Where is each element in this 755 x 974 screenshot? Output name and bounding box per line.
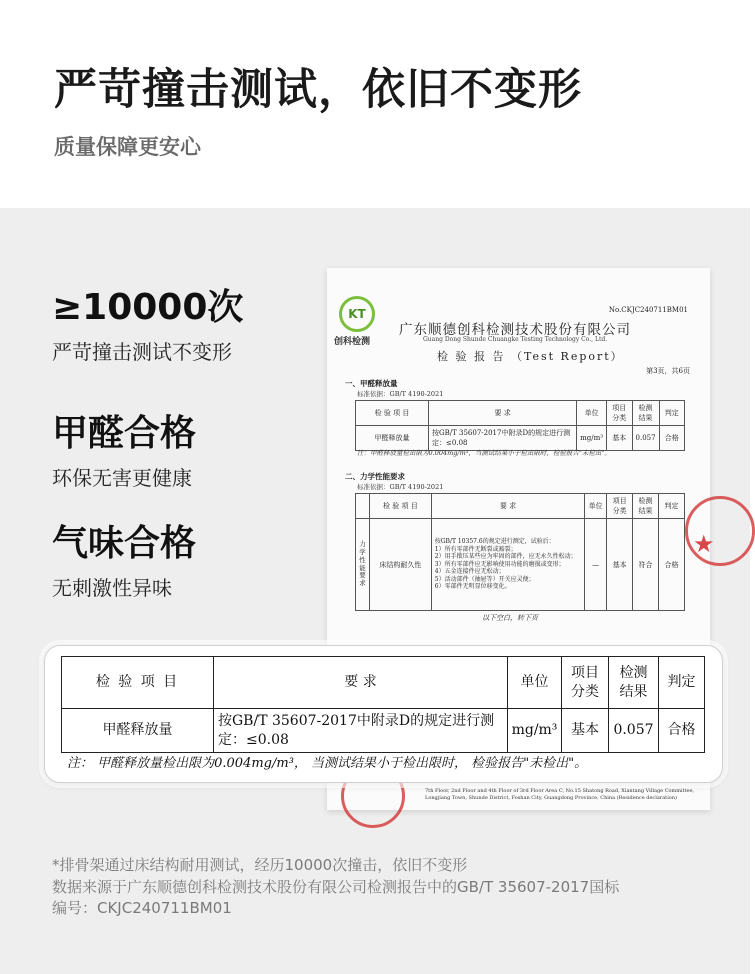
feature-title: 甲醛合格	[52, 413, 197, 454]
table-cell: 床结构耐久性	[369, 519, 431, 611]
col-header: 检 验 项 目	[356, 401, 429, 426]
section1-heading: 一、甲醛释放量	[345, 379, 398, 388]
table-cell: 合格	[659, 519, 685, 611]
table-cell-verdict: 合格	[659, 709, 705, 753]
report-company-en: Guang Dong Shunde Chuangke Testing Technology Co., Ltd.	[423, 336, 608, 343]
col-header: 判定	[659, 657, 705, 709]
requirement-line: 按GB/T 10357.6的规定进行测定，试验后：	[434, 538, 555, 546]
col-header: 要 求	[429, 401, 577, 426]
requirement-line: 4）五金连接件应无松动；	[434, 568, 505, 576]
col-header: 判定	[659, 494, 685, 519]
table-cell: —	[585, 519, 607, 611]
requirement-line: 6）零部件无明显位移变化。	[434, 583, 511, 591]
table-cell-result: 0.057	[609, 709, 659, 753]
table-cell: 甲醛释放量	[356, 426, 429, 451]
section2-heading: 二、力学性能要求	[345, 472, 405, 481]
feature-title: ≥10000次	[52, 287, 244, 328]
footnote-line: 编号：CKJC240711BM01	[52, 899, 232, 917]
report-footer-address: 7th Floor, 2nd Floor and 4th Floor of 3rd Floor Area C, No.15 Shatong Road, Xiantang Village Committee, Longjiang Town, Shunde District, Foshan City, Guangdong Province, China (Residence declaration)	[425, 788, 695, 801]
requirement-line: 1）所有零部件无断裂或豁裂；	[434, 545, 517, 553]
table-cell: 基本	[607, 426, 632, 451]
stamp-star-icon: ★	[693, 530, 715, 558]
page-title: 严苛撞击测试，依旧不变形	[54, 65, 582, 115]
col-header: 检测结果	[609, 657, 659, 709]
table-cell-requirement: 按GB/T 35607-2017中附录D的规定进行测定：≤0.08	[214, 709, 508, 753]
col-header: 项目分类	[607, 401, 632, 426]
feature-desc: 环保无害更健康	[52, 465, 192, 490]
magnified-table-callout	[44, 645, 723, 783]
logo-text: 创科检测	[334, 337, 371, 347]
report-page: 第3页，共6页	[646, 367, 690, 375]
report-title: 检 验 报 告 （Test Report）	[437, 350, 624, 363]
col-header: 检 验 项 目	[62, 657, 214, 709]
feature-formaldehyde	[52, 414, 196, 491]
col-header: 要 求	[214, 657, 508, 709]
feature-desc: 严苛撞击测试不变形	[52, 339, 232, 364]
col-header: 单位	[585, 494, 607, 519]
company-logo-icon: KT	[339, 296, 375, 332]
table-cell: 力学性能要求	[356, 519, 370, 611]
magnified-note: 注： 甲醛释放量检出限为0.004mg/m³， 当测试结果小于检出限时， 检验报告"未检出"。	[67, 756, 588, 771]
requirements-cell	[431, 519, 584, 611]
report-company: 广东顺德创科检测技术股份有限公司	[399, 322, 631, 338]
col-header: 判定	[659, 401, 684, 426]
section1-standard: 标准依据：GB/T 4190-2021	[357, 390, 444, 398]
section1-note: 注：甲醛释放量检出限为0.004mg/m³，当测试结果小于检出限时，检验报告"未检出"。	[357, 449, 611, 457]
footnote-line: *排骨架通过床结构耐用测试，经历10000次撞击，依旧不变形	[52, 856, 468, 874]
footnote-line: 数据来源于广东顺德创科检测技术股份有限公司检测报告中的GB/T 35607-2017国标	[52, 877, 620, 896]
requirement-line: 3）所有零部件应无影响使用功能的磨损或变形；	[434, 560, 565, 568]
col-header: 项目分类	[562, 657, 609, 709]
feature-desc: 无刺激性异味	[52, 575, 172, 600]
report-continued: 以下空白，转下页	[482, 614, 538, 622]
requirement-line: 5）活动部件（抽屉等）开关应灵便；	[434, 575, 535, 583]
table-cell: 符合	[633, 519, 659, 611]
table-cell: 0.057	[632, 426, 659, 451]
col-header: 检测结果	[633, 494, 659, 519]
col-header: 要 求	[431, 494, 584, 519]
col-header: 单位	[508, 657, 562, 709]
feature-impact	[52, 288, 243, 365]
report-table-mechanical	[355, 493, 685, 611]
footnote	[52, 855, 619, 920]
col-header: 检测结果	[632, 401, 659, 426]
col-header: 项目分类	[607, 494, 633, 519]
col-header	[356, 494, 370, 519]
table-cell: 按GB/T 35607-2017中附录D的规定进行测定：≤0.08	[429, 426, 577, 451]
table-cell-category: 基本	[562, 709, 609, 753]
section2-standard: 标准依据：GB/T 4190-2021	[357, 483, 444, 491]
table-cell-unit: mg/m³	[508, 709, 562, 753]
requirement-line: 2）用手揿压某些应为牢固的部件，应无永久性松动；	[434, 553, 577, 561]
feature-odor	[52, 524, 196, 601]
page-subtitle: 质量保障更安心	[54, 135, 201, 159]
table-cell: 基本	[607, 519, 633, 611]
col-header: 检 验 项 目	[369, 494, 431, 519]
table-cell: 合格	[659, 426, 684, 451]
col-header: 单位	[577, 401, 607, 426]
table-cell: mg/m³	[577, 426, 607, 451]
report-number: No.CKJC240711BM01	[608, 306, 688, 314]
table-cell-item: 甲醛释放量	[62, 709, 214, 753]
header-section	[0, 0, 750, 208]
report-table-formaldehyde	[355, 400, 685, 451]
feature-title: 气味合格	[52, 523, 197, 564]
magnified-table	[61, 656, 705, 753]
